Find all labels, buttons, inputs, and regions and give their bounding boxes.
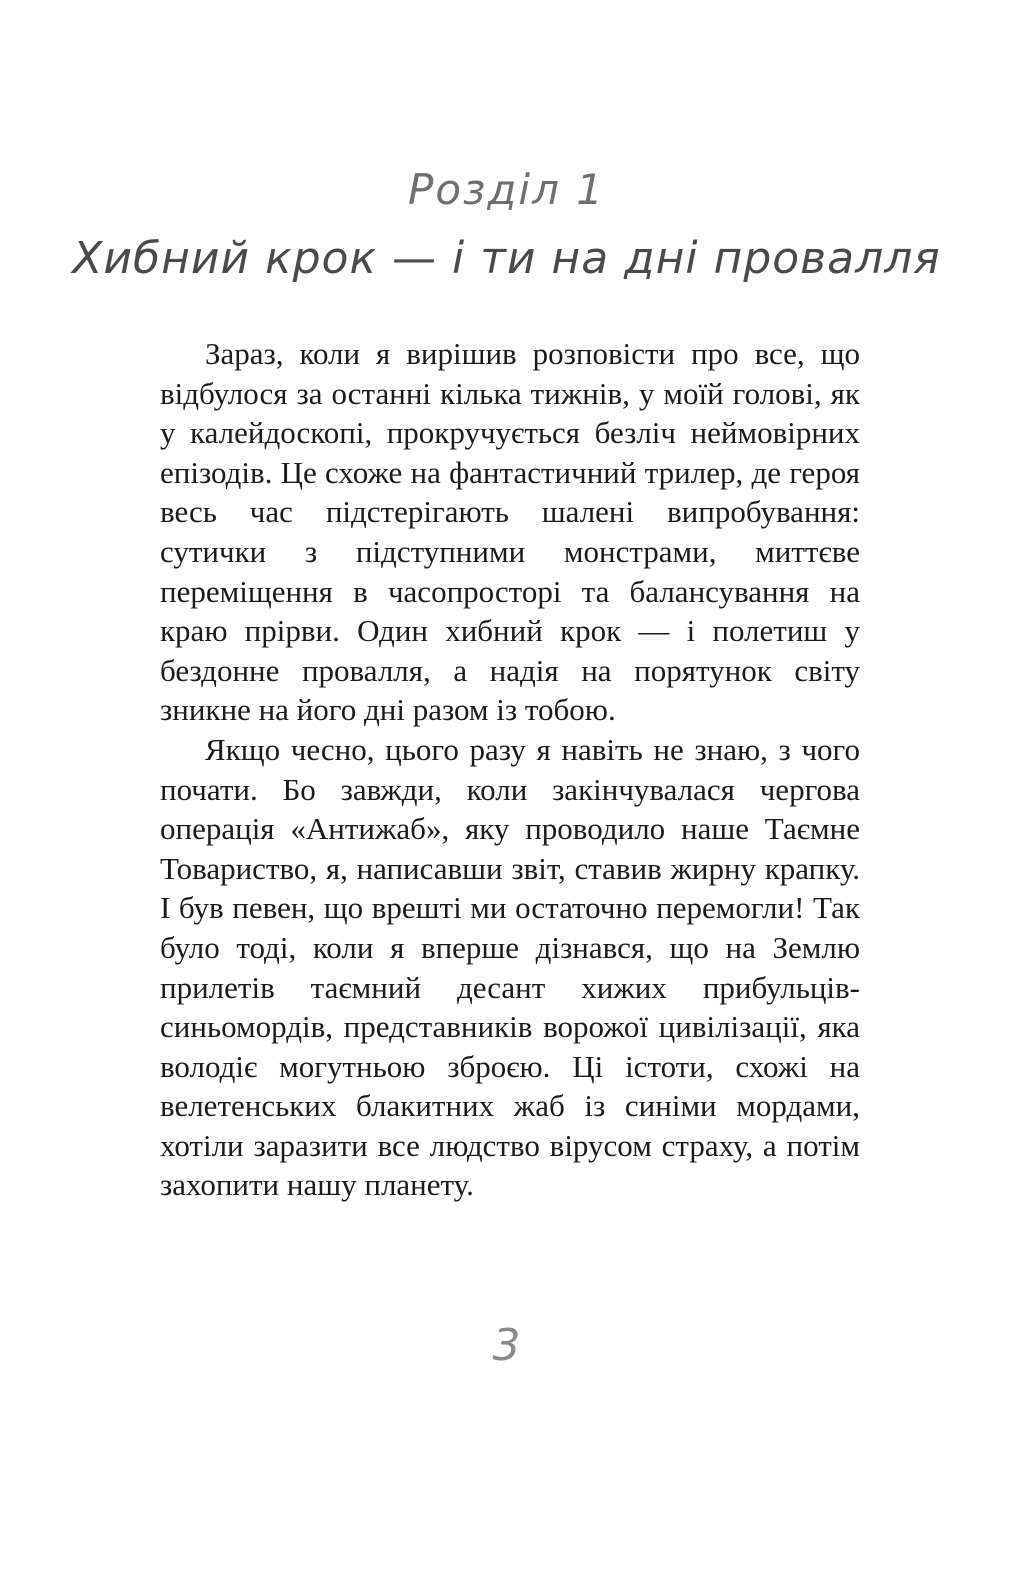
body-text (160, 334, 860, 1205)
paragraph-1: Зараз, коли я вирішив розповісти про все, що відбулося за останні кілька тижнів, у моїй голові, як у калейдоскопі, прокручується безліч неймовірних епізодів. Це схоже на фантастичний трилер, де героя весь час підстерігають шалені випробування: сутички з підступними монстрами, миттєве переміщення в часопросторі та балансування на краю прірви. Один хибний крок — і полетиш у бездонне провалля, а надія на порятунок світу зникне на його дні разом із тобою. (160, 336, 860, 728)
chapter-title: Хибний крок — і ти на дні провалля (72, 233, 941, 284)
chapter-label: Розділ 1 (408, 165, 605, 214)
page-number: 3 (492, 1320, 521, 1371)
paragraph-2: Якщо чесно, цього разу я навіть не знаю, з чого почати. Бо завжди, коли закінчувалася чергова операція «Антижаб», яку проводило наше Таємне Товариство, я, написавши звіт, ставив жирну крапку. І був певен, що врешті ми остаточно перемогли! Так було тоді, коли я вперше дізнався, що на Землю прилетів таємний десант хижих прибульців-синьомордів, представників ворожої цивілізації, яка володіє могутньою зброєю. Ці істоти, схожі на велетенських блакитних жаб із синіми мордами, хотіли заразити все людство вірусом страху, а потім захопити нашу планету. (160, 731, 860, 1203)
